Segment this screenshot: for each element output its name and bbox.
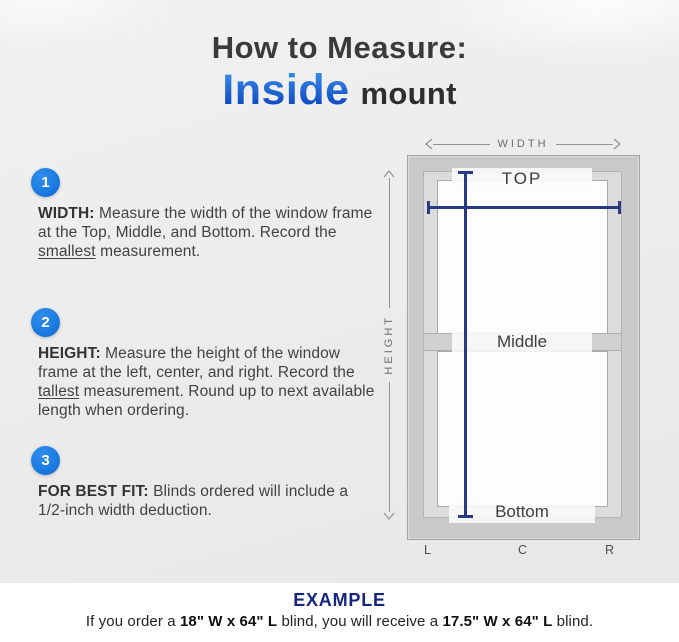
label-center: C [518, 543, 529, 557]
title-highlight: Inside [222, 66, 350, 114]
arrow-right-icon [613, 138, 622, 150]
title-line1: How to Measure: [211, 30, 468, 65]
arrow-left-icon [424, 138, 433, 150]
label-middle-text: Middle [496, 331, 548, 351]
height-measure-line [464, 171, 467, 518]
label-middle [452, 331, 592, 352]
label-top-text: TOP [501, 168, 543, 188]
step-3-text: FOR BEST FIT: Blinds ordered will include a 1/2-inch width deduction. [38, 483, 349, 519]
step-3 [31, 446, 376, 520]
width-label: WIDTH [497, 138, 549, 150]
step-1 [31, 168, 376, 261]
title-suffix: mount [360, 76, 457, 111]
label-top [452, 168, 592, 189]
example-section [0, 583, 679, 642]
width-dimension-arrow [424, 137, 622, 151]
step-3-number-badge: 3 [31, 446, 60, 475]
height-dimension-arrow [382, 169, 396, 521]
step-1-text: WIDTH: Measure the width of the window frame at the Top, Middle, and Bottom. Record the smallest measurement. [38, 205, 373, 260]
label-bottom [449, 501, 595, 523]
label-right: R [605, 543, 616, 557]
label-bottom-text: Bottom [495, 502, 549, 521]
window-pane-top [437, 180, 608, 334]
step-2-number-badge: 2 [31, 308, 60, 337]
step-1-number-badge: 1 [31, 168, 60, 197]
height-arrow-line [389, 178, 390, 308]
height-arrow-line [389, 382, 390, 512]
example-text: If you order a 18" W x 64" L blind, you will receive a 17.5" W x 64" L blind. [85, 613, 594, 630]
width-measure-line [427, 206, 621, 209]
height-label: HEIGHT [383, 315, 395, 375]
page-title [0, 30, 679, 115]
width-arrow-line [433, 144, 490, 145]
arrow-up-icon [383, 169, 395, 178]
step-2 [31, 308, 376, 420]
title-line2 [0, 66, 679, 115]
width-arrow-line [556, 144, 613, 145]
arrow-down-icon [383, 512, 395, 521]
example-heading: EXAMPLE [293, 590, 386, 610]
window-pane-bottom [437, 351, 608, 507]
step-2-text: HEIGHT: Measure the height of the window frame at the left, center, and right. Record the tallest measurement. Round up to next available length when ordering. [38, 345, 375, 419]
label-left: L [424, 543, 432, 557]
